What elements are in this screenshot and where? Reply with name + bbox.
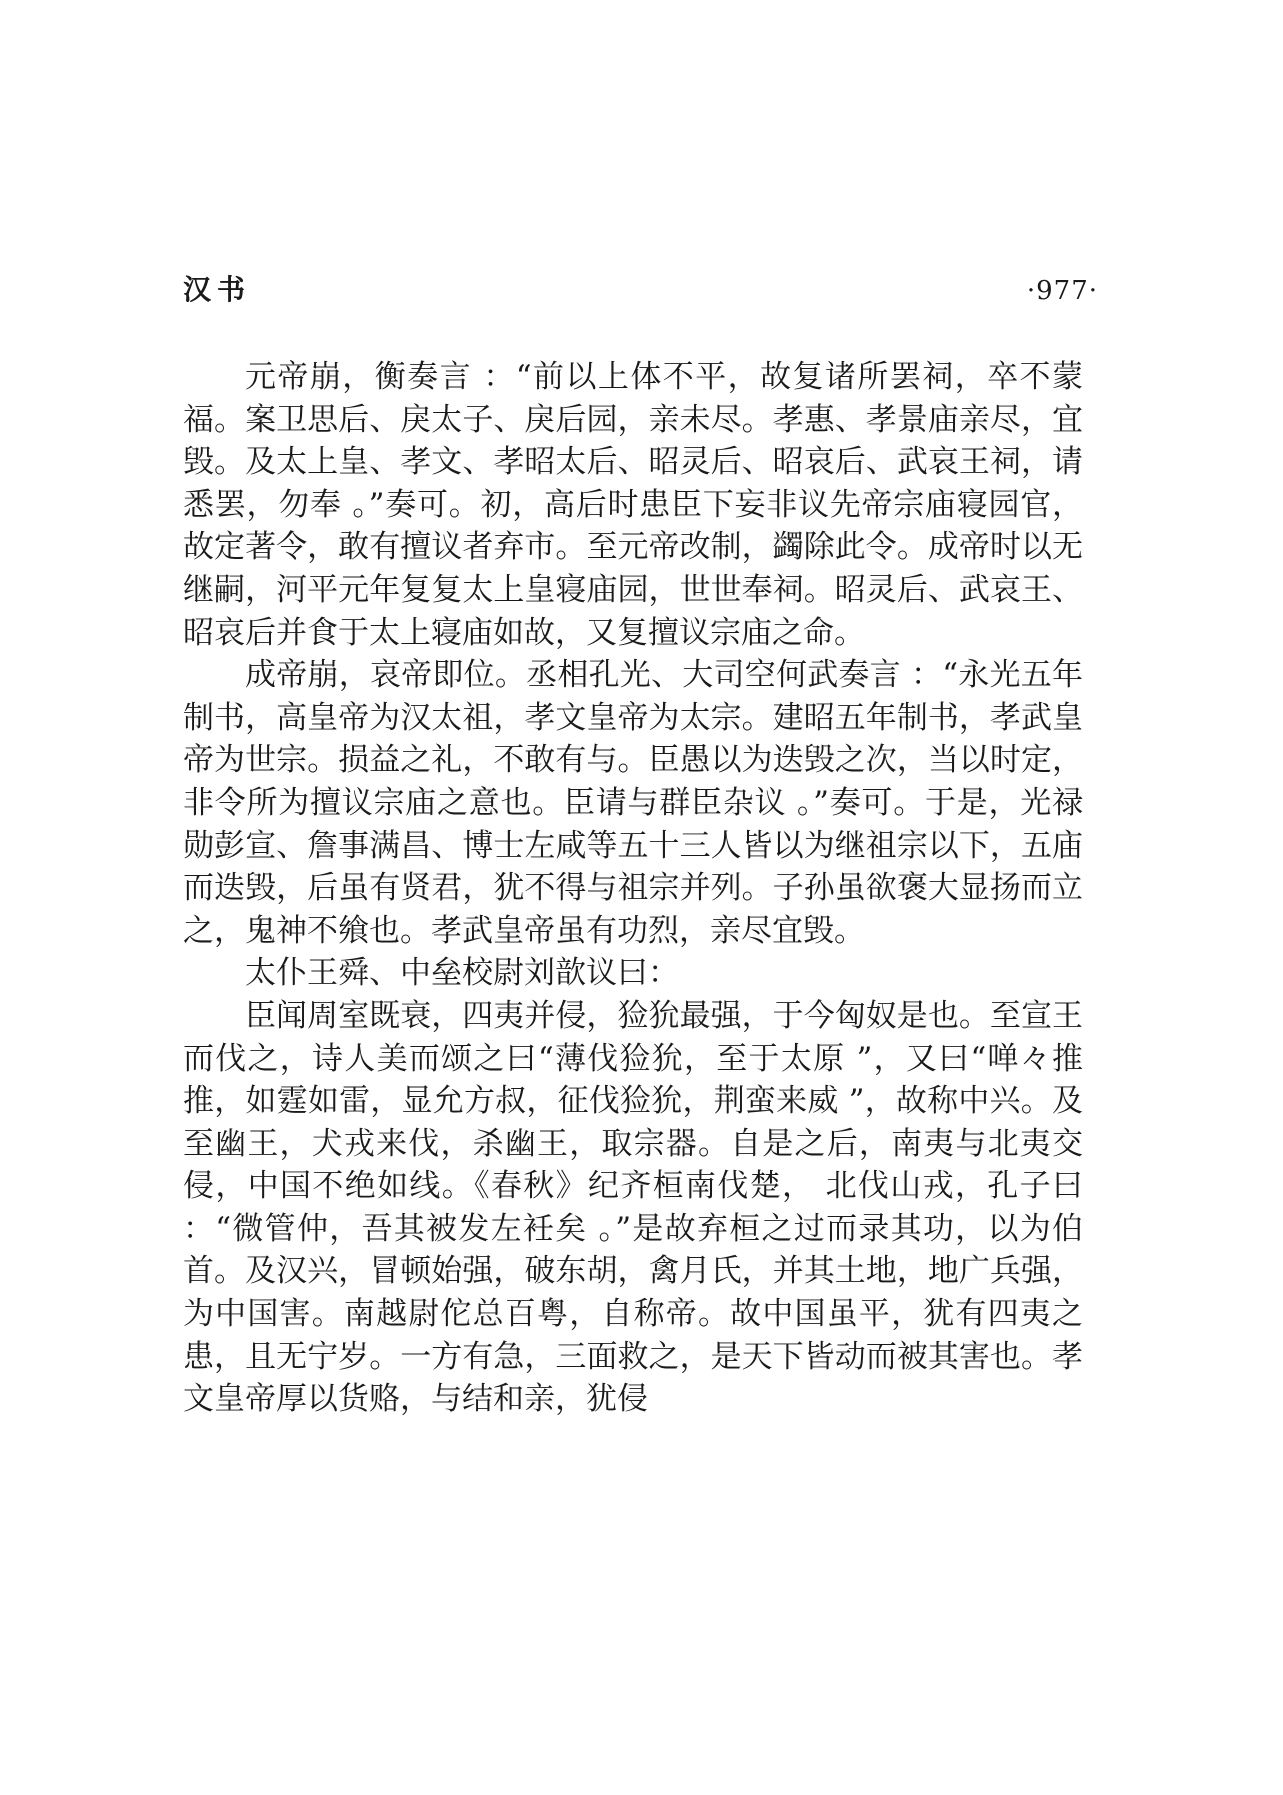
paragraph-taipu-wangshun: 太仆王舜、中垒校尉刘歆议曰： xyxy=(245,955,679,992)
paragraph-chengdi-beng: 成帝崩，哀帝即位。丞相孔光、大司空何武奏言 ：“永光五年制书，高皇帝为汉太祖，孝文皇帝为太宗。建昭五年制书，孝武皇帝为世宗。损益之礼，不敢有与。臣愚以为迭毁之次，当以时定，非令所为擅议宗庙之意也。臣请与群臣杂议 。”奏可。于是，光禄勋彭宣、詹事满昌、博士左咸等五十三人皆以为继祖宗以下，五庙而迭毁，后虽有贤君，犹不得与祖宗并列。子孙虽欲褒大显扬而立之，鬼神不飨也。孝武皇帝虽有功烈，亲尽宜毁。 xyxy=(183,657,1083,949)
paragraph-yuandi-beng: 元帝崩，衡奏言 ：“前以上体不平，故复诸所罢祠，卒不蒙福。案卫思后、戾太子、戾后园，亲未尽。孝惠、孝景庙亲尽，宜毁。及太上皇、孝文、孝昭太后、昭灵后、昭哀后、武哀王祠，请悉罢，勿奉 。”奏可。初，高后时患臣下妄非议先帝宗庙寝园官，故定著令，敢有擅议者弃市。至元帝改制，蠲除此令。成帝时以无继嗣，河平元年复复太上皇寝庙园，世世奉祠。昭灵后、武哀王、昭哀后并食于太上寝庙如故，又复擅议宗庙之命。 xyxy=(183,359,1083,651)
running-header xyxy=(183,268,1098,308)
page-number: ·977· xyxy=(1026,276,1098,306)
book-title: 汉书 xyxy=(183,273,252,306)
body-text xyxy=(183,356,1083,1421)
paragraph-chen-wen: 臣闻周室既衰，四夷并侵，猃狁最强，于今匈奴是也。至宣王而伐之，诗人美而颂之曰“薄伐猃狁，至于太原 ”，又曰“啴々推推，如霆如雷，显允方叔，征伐猃狁，荆蛮来威 ”，故称中兴。及至幽王，犬戎来伐，杀幽王，取宗器。自是之后，南夷与北夷交侵，中国不绝如线。《春秋》纪齐桓南伐楚， 北伐山戎，孔子曰 ：“微管仲，吾其被发左衽矣 。”是故弃桓之过而录其功，以为伯首。及汉兴，冒顿始强，破东胡，禽月氏，并其土地，地广兵强，为中国害。南越尉佗总百粤，自称帝。故中国虽平，犹有四夷之患，且无宁岁。一方有急，三面救之，是天下皆动而被其害也。孝文皇帝厚以货赂，与结和亲，犹侵 xyxy=(183,997,1083,1418)
